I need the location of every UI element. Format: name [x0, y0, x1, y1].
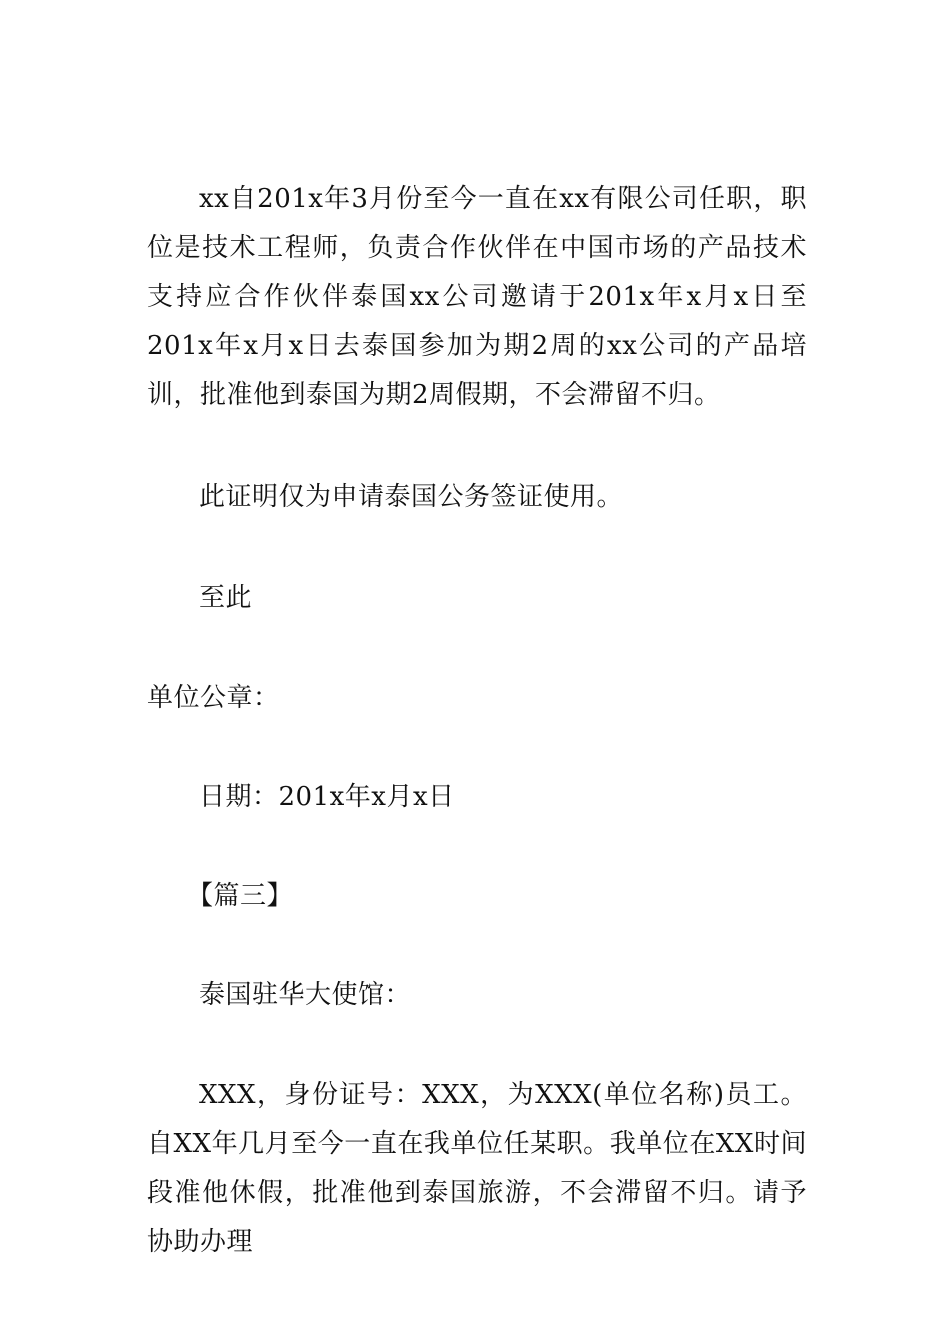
paragraph-visa-purpose: 此证明仅为申请泰国公务签证使用。 [199, 482, 624, 512]
paragraph-employee-statement: XXX，身份证号：XXX，为XXX(单位名称)员工。自XX年几月至今一直在我单位任某职。我单位在XX时间段准他休假，批准他到泰国旅游，不会滞留不归。请予协助办理 [147, 1080, 807, 1257]
paragraph-salutation: 泰国驻华大使馆： [199, 980, 412, 1010]
section-heading: 【篇三】 [187, 881, 294, 911]
paragraph-employment-statement: xx自201x年3月份至今一直在xx有限公司任职，职位是技术工程师，负责合作伙伴在中国市场的产品技术支持应合作伙伴泰国xx公司邀请于201x年x月x日至201x年x月x日去泰国参加为期2周的xx公司的产品培训，批准他到泰国为期2周假期，不会滞留不归。 [147, 184, 807, 410]
paragraph-closing: 至此 [199, 583, 253, 613]
paragraph-date: 日期：201x年x月x日 [199, 782, 455, 812]
paragraph-official-seal: 单位公章： [147, 683, 280, 713]
